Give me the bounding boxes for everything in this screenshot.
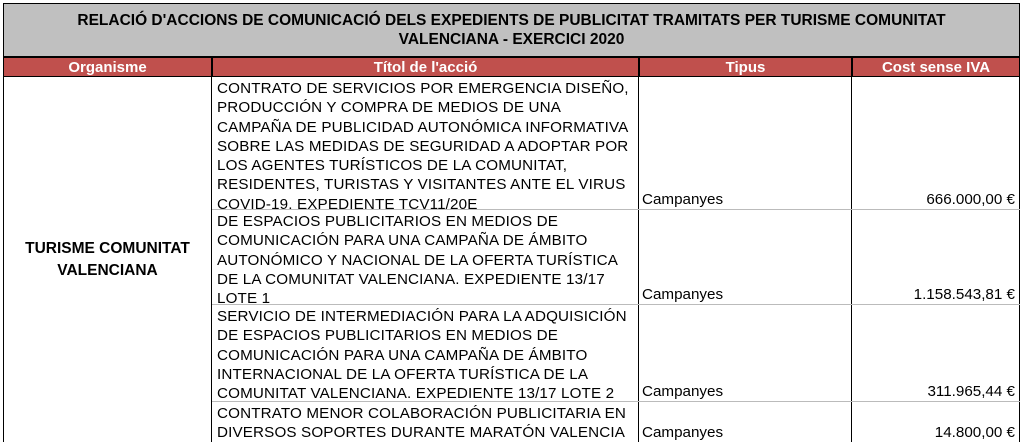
row-title-cell: CONTRATO MENOR COLABORACIÓN PUBLICITARIA EN DIVERSOS SOPORTES DURANTE MARATÓN VALENCIA	[212, 402, 639, 442]
row-title-cell: SERVICIO DE INTERMEDIACIÓN PARA LA ADQUISICIÓN DE ESPACIOS PUBLICITARIOS EN MEDIOS DE COMUNICACIÓN PARA UNA CAMPAÑA DE ÁMBITO INTERNACIONAL DE LA OFERTA TURÍSTICA DE LA COMUNITAT VALENCIANA. EXPEDIENTE 13/17 LOTE 2	[212, 305, 639, 401]
report-sheet	[3, 3, 1020, 442]
organisme-cell: TURISME COMUNITAT VALENCIANA	[3, 77, 212, 442]
column-header-cost: Cost sense IVA	[852, 57, 1020, 77]
table-row	[212, 210, 1020, 308]
column-header-organisme: Organisme	[3, 57, 212, 77]
row-title-cell: CONTRATO DE SERVICIOS POR EMERGENCIA DISEÑO, PRODUCCIÓN Y COMPRA DE MEDIOS DE UNA CAMPAÑA DE PUBLICIDAD AUTONÓMICA INFORMATIVA SOBRE LAS MEDIDAS DE SEGURIDAD A ADOPTAR POR LOS AGENTES TURÍSTICOS DE LA COMUNITAT, RESIDENTES, TURISTAS Y VISITANTES ANTE EL VIRUS COVID-19. EXPEDIENTE TCV11/20E	[212, 77, 639, 209]
row-type-cell: Campanyes	[639, 210, 852, 304]
table-row	[212, 305, 1020, 402]
column-header-tipus: Tipus	[639, 57, 852, 77]
column-header-titol: Títol de l'acció	[212, 57, 639, 77]
table-row	[212, 402, 1020, 442]
row-title-cell: DE ESPACIOS PUBLICITARIOS EN MEDIOS DE COMUNICACIÓN PARA UNA CAMPAÑA DE ÁMBITO AUTONÓMICO Y NACIONAL DE LA OFERTA TURÍSTICA DE LA COMUNITAT VALENCIANA. EXPEDIENTE 13/17 LOTE 1	[212, 210, 639, 304]
report-title-line2: VALENCIANA - EXERCICI 2020	[398, 31, 625, 48]
row-cost-cell: 1.158.543,81 €	[852, 210, 1020, 304]
row-cost-cell: 311.965,44 €	[852, 305, 1020, 401]
row-type-cell: Campanyes	[639, 77, 852, 209]
row-type-cell: Campanyes	[639, 305, 852, 401]
row-type-cell: Campanyes	[639, 402, 852, 442]
table-row	[212, 77, 1020, 213]
report-title	[3, 3, 1020, 57]
row-cost-cell: 14.800,00 €	[852, 402, 1020, 442]
row-cost-cell: 666.000,00 €	[852, 77, 1020, 209]
report-title-line1: RELACIÓ D'ACCIONS DE COMUNICACIÓ DELS EXPEDIENTS DE PUBLICITAT TRAMITATS PER TURISME COMUNITAT	[77, 12, 946, 29]
